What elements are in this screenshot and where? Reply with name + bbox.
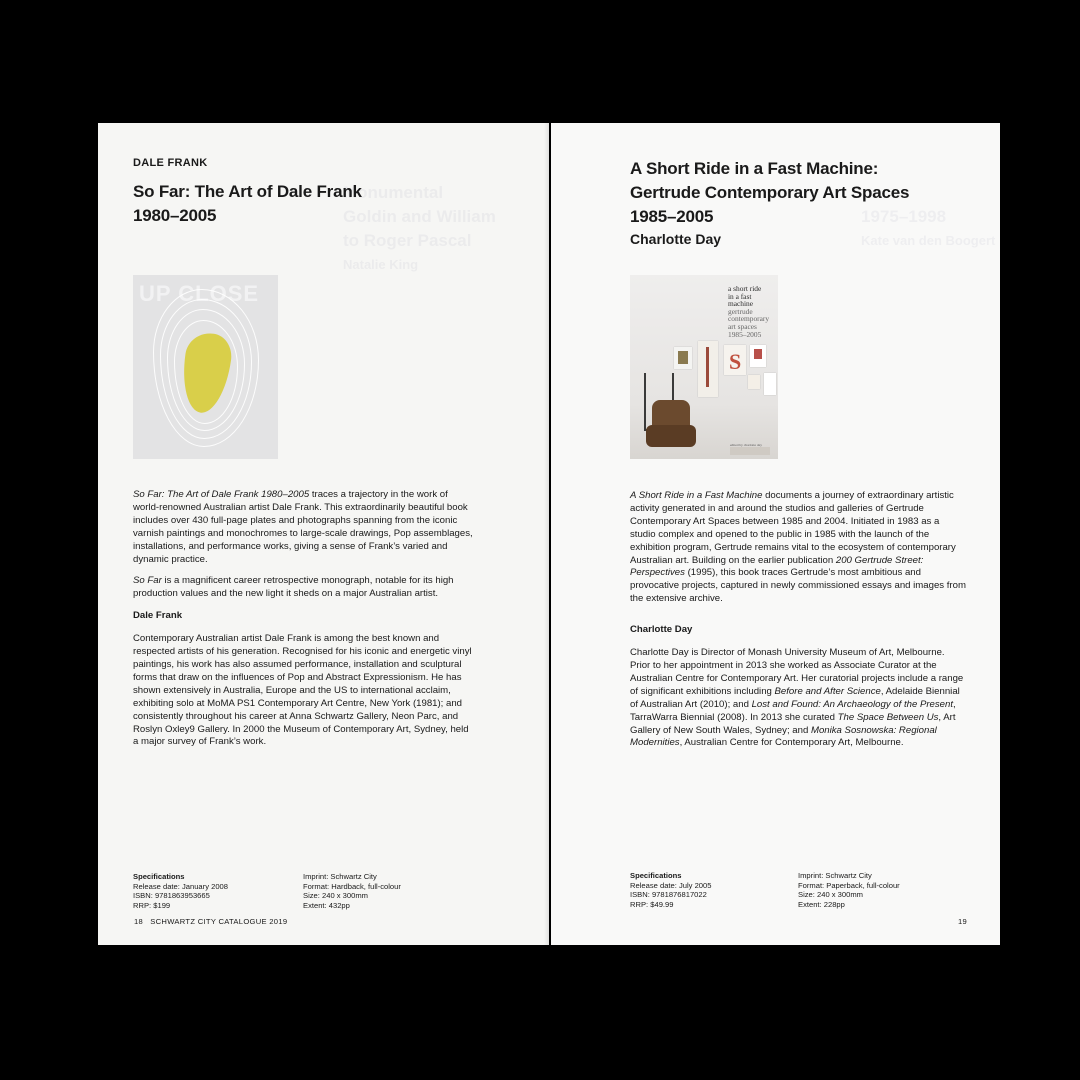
bio-segment: , Adelaide Biennial of Australian Art (2010); and	[630, 685, 960, 710]
spec-item: Size: 240 x 300mm	[798, 890, 863, 900]
cover-chair-seat	[646, 425, 696, 447]
paragraph	[133, 489, 473, 566]
paragraph	[630, 490, 966, 606]
spec-item: Format: Hardback, full-colour	[303, 881, 401, 891]
paragraph-text: is a magnificent career retrospective monograph, notable for its high production values and the new light it sheds on a major Australian artist.	[133, 575, 454, 600]
cover-title	[728, 285, 769, 338]
cover-artwork	[764, 373, 776, 395]
bio-text: Contemporary Australian artist Dale Frank is among the best known and respected artists of his generation. Recognised for his iconic and energetic vinyl paintings, his work has also assumed performance, installation and sculptural forms that draw on the influences of Pop and Abstract Expressionism. He has shown extensively in Australia, Europe and the US to international acclaim, exhibiting solo at MoMA PS1 Contemporary Art Centre, New York (1981); and consistently throughout his career at Anna Schwartz Gallery, Neon Parc, and Roslyn Oxley9 Gallery. In 2000 the Museum of Contemporary Art, Sydney, held a major survey of Frank’s work.	[133, 633, 472, 748]
left-page	[98, 123, 549, 945]
bio-segment: , Art Gallery of New South Wales, Sydney; and	[630, 711, 956, 736]
specifications	[630, 871, 711, 909]
spec-item: Release date: July 2005	[630, 880, 712, 890]
ghost-line: to Roger Pascal	[343, 231, 472, 250]
cover-title-line: a short ride	[728, 284, 762, 293]
title-line: Gertrude Contemporary Art Spaces	[630, 183, 910, 202]
spec-item: RRP: $199	[133, 900, 171, 910]
ghost-line: Goldin and William	[343, 207, 496, 226]
cover-credit: edited by charlotte day	[730, 443, 762, 447]
spec-item: Size: 240 x 300mm	[303, 891, 368, 901]
cover-title-line: 1985–2005	[728, 329, 762, 339]
page-footer	[134, 917, 287, 926]
specifications	[133, 872, 228, 910]
spec-item: Extent: 432pp	[303, 900, 350, 910]
spec-item: Format: Paperback, full-colour	[798, 880, 900, 890]
artist-kicker: DALE FRANK	[133, 157, 208, 169]
description	[133, 489, 473, 758]
exhibition-title: The Space Between Us	[837, 711, 939, 723]
book-title-italic: So Far	[133, 575, 162, 587]
spec-item: Imprint: Schwartz City	[303, 872, 377, 881]
book-title	[630, 157, 909, 229]
paragraph-text: traces a trajectory in the work of world-renowned Australian artist Dale Frank. This extraordinarily beautiful book includes over 430 full-page plates and photographs spanning from the iconic varnish paintings and monochromes to large-scale drawings, Pop assemblages, installations, and performance works, giving a sense of Frank’s varied and dynamic practice.	[133, 489, 473, 565]
spec-item: ISBN: 9781863953665	[133, 891, 210, 901]
bio-text	[630, 647, 966, 750]
paragraph	[133, 575, 473, 601]
bio-heading: Charlotte Day	[630, 624, 693, 636]
exhibition-title: Lost and Found: An Archaeology of the Present	[751, 698, 954, 710]
title-line: 1980–2005	[133, 206, 217, 225]
exhibition-title: Before and After Science	[774, 685, 881, 697]
paragraph-text: (1995), this book traces Gertrude’s most ambitious and provocative projects, captured in newly commissioned essays and images from the extensive archive.	[630, 567, 966, 605]
cover-artwork-detail	[678, 351, 688, 364]
spec-item: Extent: 228pp	[798, 899, 845, 909]
spec-item: ISBN: 9781876817022	[630, 890, 707, 900]
cover-artwork	[748, 375, 760, 389]
cover-s-mark: S	[729, 349, 742, 374]
bio-segment: , TarraWarra Biennial (2008). In 2013 she curated	[630, 698, 956, 723]
cover-artwork-detail	[706, 347, 709, 387]
cover-label: UP CLOSE	[139, 281, 260, 306]
paragraph-text: documents a journey of extraordinary artistic activity generated in and around the studios and galleries of Gertrude Contemporary Art Spaces between 1985 and 2004. Initiated in 1983 as a studio complex and opened to the public in 1985 with the launch of the exhibition program, Gertrude remains vital to the ecosystem of contemporary Australian art. Building on the earlier publication	[630, 490, 956, 566]
title-line: A Short Ride in a Fast Machine:	[630, 159, 879, 178]
title-line: 1985–2005	[630, 207, 714, 226]
book-title-italic: So Far: The Art of Dale Frank 1980–2005	[133, 489, 310, 500]
ghost-line: Kate van den Boogert	[861, 233, 996, 248]
right-page	[551, 123, 1000, 945]
book-title-italic: A Short Ride in a Fast Machine	[630, 490, 763, 501]
bio-segment: Charlotte Day is Director of Monash University Museum of Art, Melbourne. Prior to her appointment in 2013 she worked as Associate Curator at the Australian Centre for Contemporary Art. Her curatorial projects include a range of significant exhibitions including	[630, 647, 964, 697]
spec-item: RRP: $49.99	[630, 899, 674, 909]
cover-title-line: in a fast	[728, 291, 752, 301]
cover-title-line: machine	[728, 299, 754, 309]
book-cover-image	[630, 275, 778, 459]
cover-floor-object	[730, 447, 770, 455]
author-name: Charlotte Day	[630, 231, 722, 247]
bio-segment: , Australian Centre for Contemporary Art, Melbourne.	[679, 737, 904, 749]
title-line: So Far: The Art of Dale Frank	[133, 182, 362, 201]
cover-title-line: art spaces	[728, 321, 757, 331]
book-cover-image	[133, 275, 278, 459]
specifications-col2	[303, 872, 401, 910]
cover-title-line: contemporary	[728, 314, 770, 324]
book-title	[133, 180, 362, 228]
exhibition-title: Monika Sosnowska: Regional Modernities	[630, 724, 937, 749]
specs-heading: Specifications	[133, 872, 185, 881]
ghost-line: 1975–1998	[861, 207, 947, 226]
cover-title-line: gertrude	[728, 306, 753, 316]
specifications-col2	[798, 871, 900, 909]
spec-item: Imprint: Schwartz City	[798, 871, 872, 880]
page-number: 19	[958, 917, 968, 926]
specs-heading: Specifications	[630, 871, 682, 880]
ghost-line: Monumental	[343, 183, 444, 202]
cover-artwork-detail	[754, 349, 762, 359]
bio-heading: Dale Frank	[133, 610, 183, 622]
page-number: 18	[134, 917, 144, 926]
spec-item: Release date: January 2008	[133, 881, 228, 891]
publication-title-italic: 200 Gertrude Street: Perspectives	[630, 554, 924, 579]
show-through-text	[343, 181, 496, 277]
ghost-line: Natalie King	[343, 257, 419, 272]
catalogue-name: SCHWARTZ CITY CATALOGUE 2019	[150, 917, 288, 926]
description	[630, 490, 966, 759]
